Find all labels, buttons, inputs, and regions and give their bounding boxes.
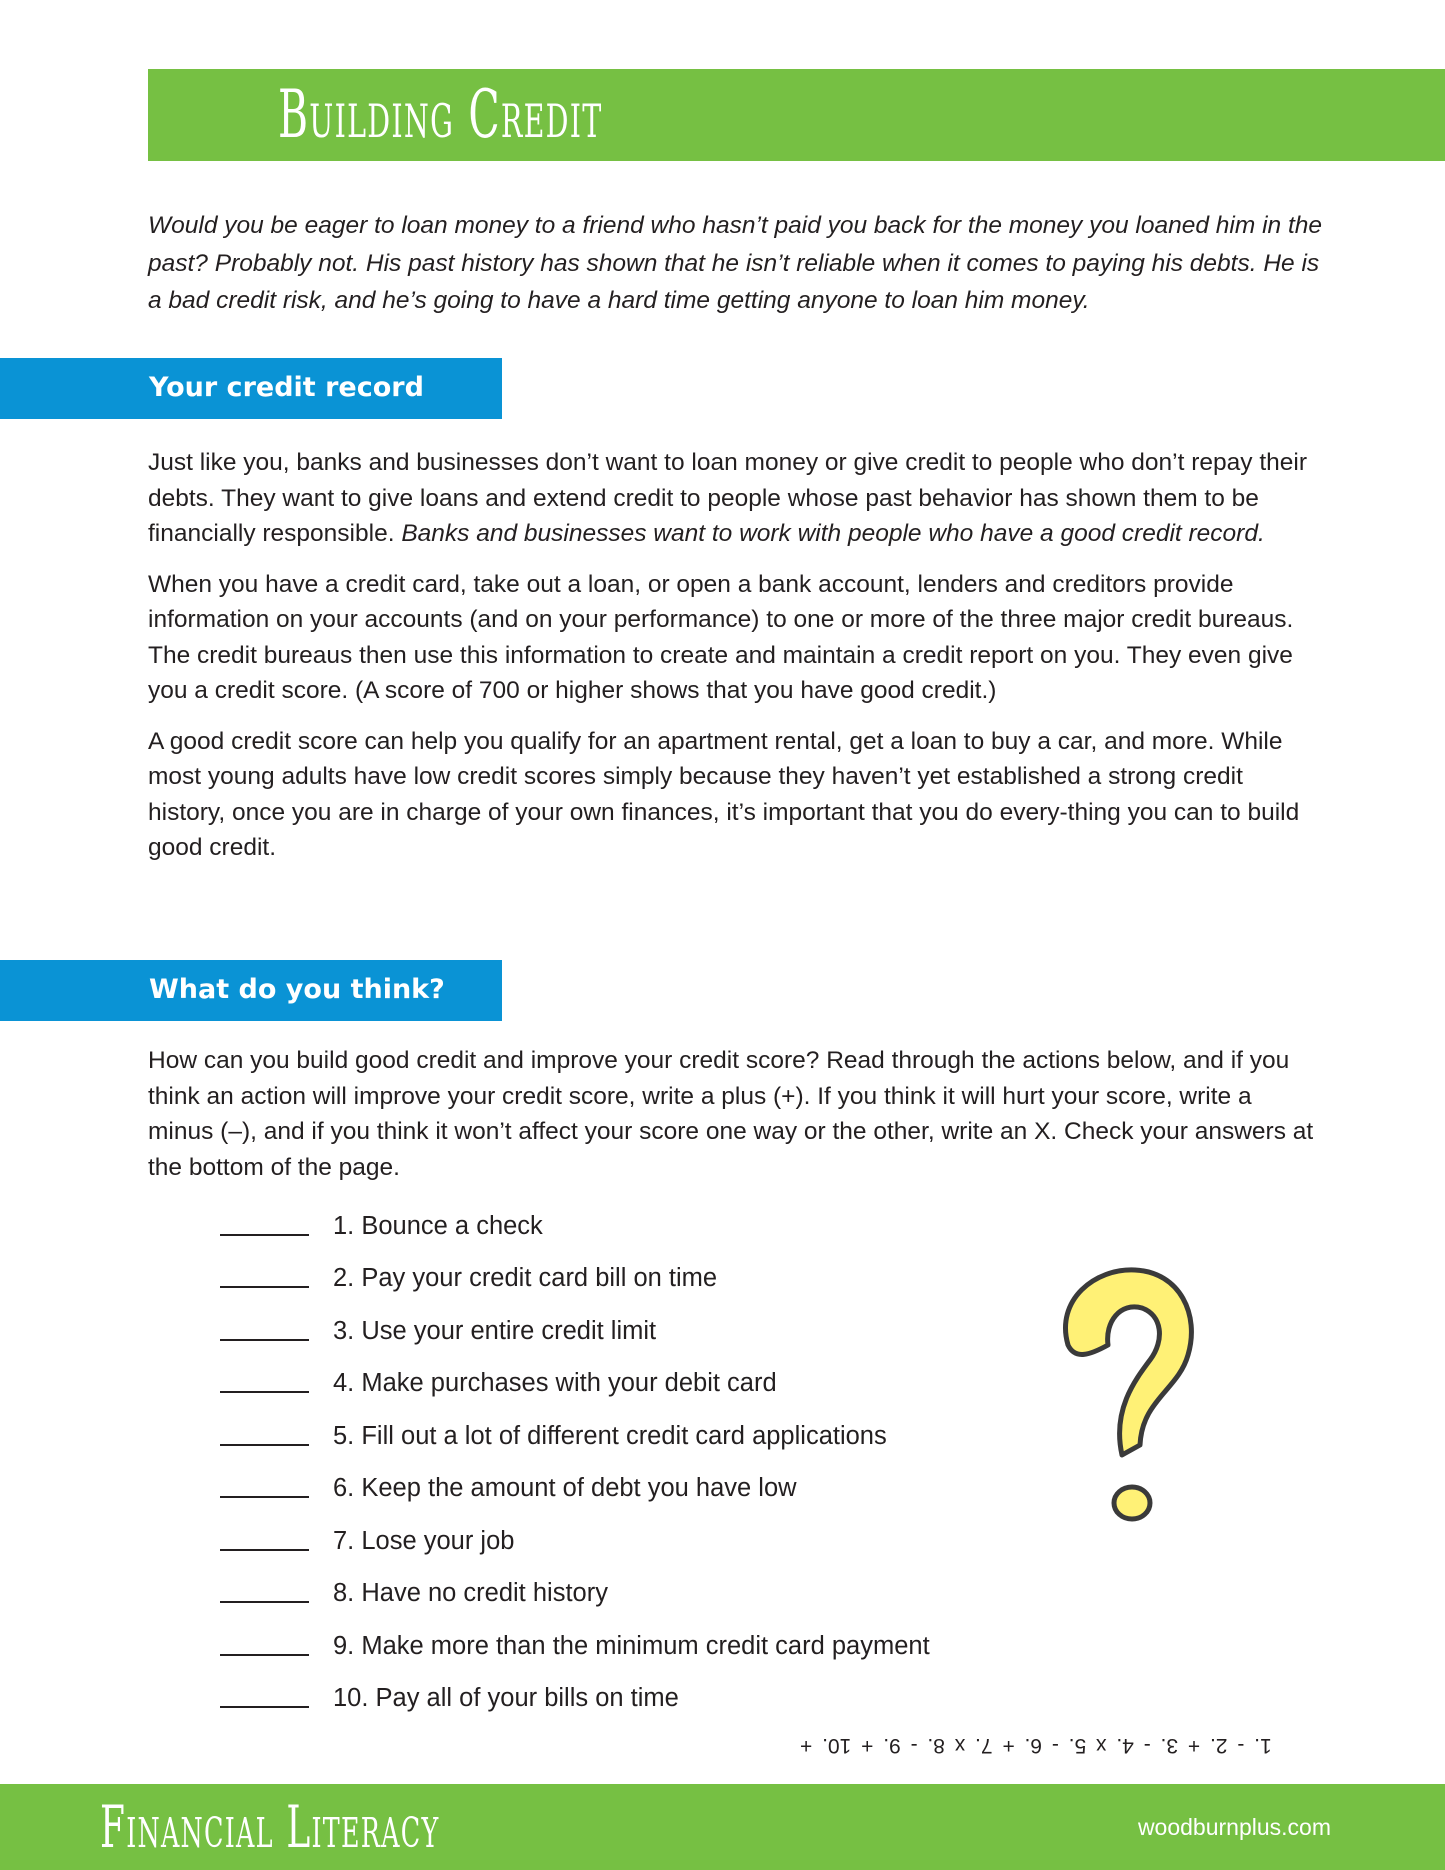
answer-blank[interactable] [220,1444,309,1446]
answer-blank[interactable] [220,1601,309,1603]
list-item [220,1356,1080,1409]
action-list [220,1198,1080,1723]
item-text: 5. Fill out a lot of different credit card applications [333,1421,887,1450]
list-item [220,1513,1080,1566]
answer-key: 1. - 2. + 3. - 4. x 5. - 6. + 7. x 8. - 9. + 10. + [800,1734,1272,1757]
item-text: 6. Keep the amount of debt you have low [333,1474,797,1502]
item-text: 4. Make purchases with your debit card [333,1369,777,1397]
section-heading-credit-record [0,358,502,419]
instructions-paragraph: How can you build good credit and improve your credit score? Read through the actions below, and if you think an action will improve your credit score, write a plus (+). If you think it will hurt your score, write a minus (–), and if you think it won’t affect your score one way or the other, write an X. Check your answers at the bottom of the page. [148,1047,1314,1181]
answer-blank[interactable] [220,1706,309,1708]
footer-banner [0,1784,1445,1870]
answer-blank[interactable] [220,1339,309,1341]
question-mark-icon [1050,1260,1200,1540]
item-text: 2. Pay your credit card bill on time [333,1264,718,1292]
item-text: 1. Bounce a check [333,1211,543,1240]
answer-blank[interactable] [220,1286,309,1288]
answer-blank[interactable] [220,1234,309,1236]
list-item [220,1408,1080,1461]
section-heading-what-do-you-think [0,960,502,1021]
paragraph-emphasis: Banks and businesses want to work with people who have a good credit record. [401,520,1265,547]
answer-blank[interactable] [220,1496,309,1498]
footer-title: Financial Literacy [100,1793,440,1861]
list-item [220,1566,1080,1619]
item-text: 3. Use your entire credit limit [333,1316,657,1345]
think-instructions [148,1043,1323,1200]
answer-blank[interactable] [220,1549,309,1551]
item-text: 8. Have no credit history [333,1579,608,1607]
list-item [220,1618,1080,1671]
footer-url[interactable]: woodburnplus.com [1137,1814,1331,1840]
credit-record-paragraph-2: When you have a credit card, take out a loan, or open a bank account, lenders and creditors provide information on your accounts (and on your performance) to one or more of the three major credit bureaus. The credit bureaus then use this information to create and maintain a credit report on you. They even give you a credit score. (A score of 700 or higher shows that you have good credit.) [148,570,1294,704]
item-text: 9. Make more than the minimum credit card payment [333,1631,930,1660]
intro-paragraph: Would you be eager to loan money to a friend who hasn’t paid you back for the money you loaned him in the past? Probably not. His past history has shown that he isn’t reliable when it comes to paying his debts. He is a bad credit risk, and he’s going to have a hard time getting anyone to loan him money. [148,212,1323,314]
section-heading-text: Your credit record [149,372,424,403]
title-banner [148,69,1445,161]
item-text: 7. Lose your job [333,1526,515,1555]
answer-blank[interactable] [220,1391,309,1393]
section-heading-text: What do you think? [149,974,445,1005]
page-title: Building Credit [278,76,603,153]
credit-record-paragraph-3: A good credit score can help you qualify for an apartment rental, get a loan to buy a car, and more. While most young adults have low credit scores simply because they haven’t yet established a strong credit history, once you are in charge of your own finances, it’s important that you do every-thing you can to build good credit. [148,727,1300,861]
list-item [220,1461,1080,1514]
list-item [220,1671,1080,1724]
list-item [220,1251,1080,1304]
paragraph-text: Just like you, banks and businesses don’t want to loan money or give credit to people who don’t repay their debts. They want to give loans and extend credit to people whose past behavior has shown them to be financially responsible. [148,449,1307,547]
credit-record-paragraph-1 [148,445,1323,552]
list-item [220,1198,1080,1251]
list-item [220,1303,1080,1356]
answer-blank[interactable] [220,1654,309,1656]
credit-record-body [148,445,1323,881]
item-text: 10. Pay all of your bills on time [333,1684,679,1712]
